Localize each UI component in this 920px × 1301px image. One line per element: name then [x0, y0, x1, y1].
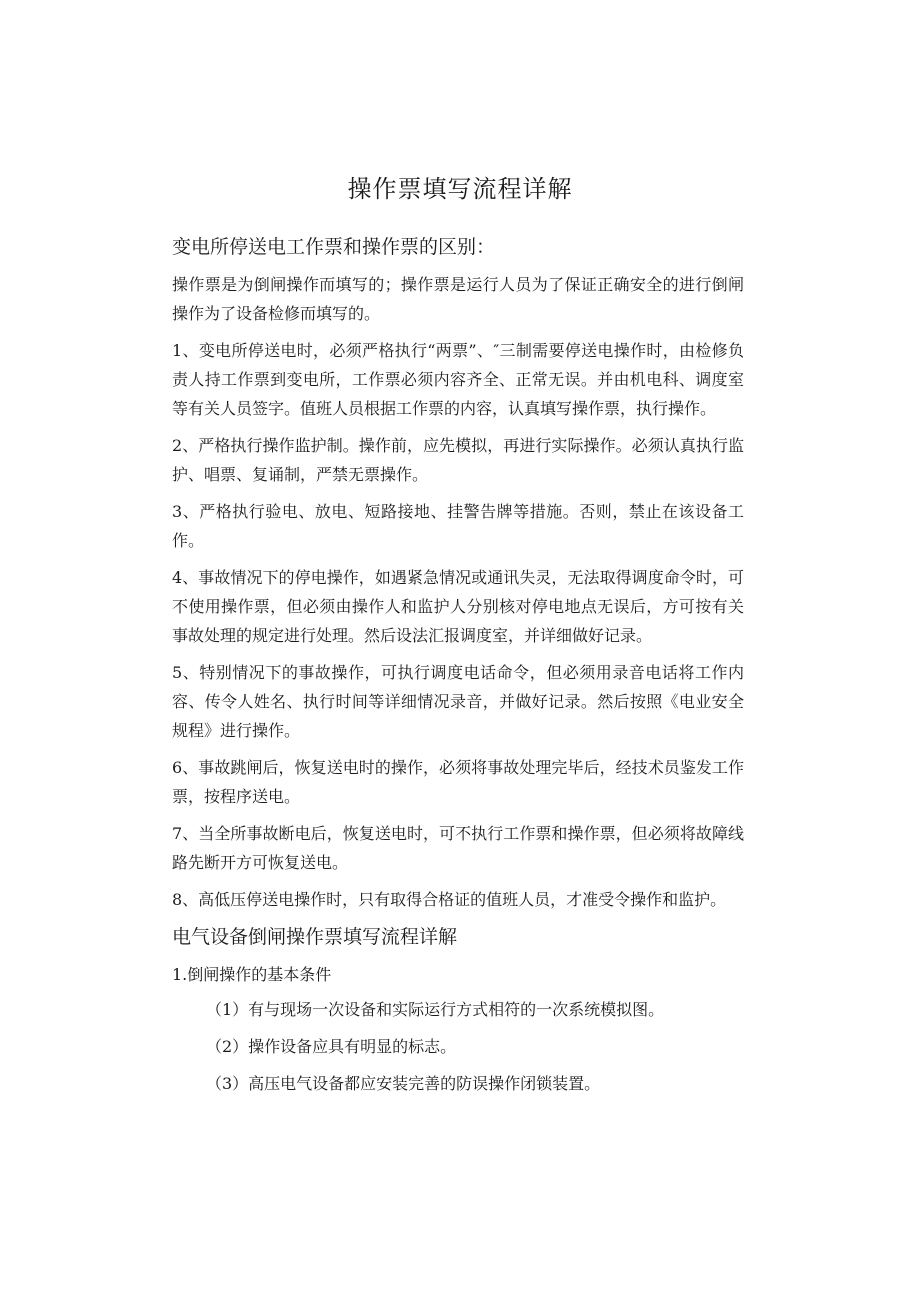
- rule-item-1: 1、变电所停送电时，必须严格执行“两票”、″三制需要停送电操作时，由检修负责人持工作票到变电所，工作票必须内容齐全、正常无误。并由机电科、调度室等有关人员签字。值班人员根据工作票的内容，认真填写操作票，执行操作。: [172, 341, 744, 418]
- document-body: [172, 232, 744, 1106]
- rule-item-5: 5、特别情况下的事故操作，可执行调度电话命令，但必须用录音电话将工作内容、传令人姓名、执行时间等详细情况录音，并做好记录。然后按照《电业安全规程》进行操作。: [172, 663, 744, 740]
- condition-item-1: （1）有与现场一次设备和实际运行方式相符的一次系统模拟图。: [206, 1000, 665, 1019]
- section-heading-switching: 电气设备倒闸操作票填写流程详解: [172, 926, 458, 948]
- section-heading-difference: 变电所停送电工作票和操作票的区别：: [172, 236, 496, 258]
- rule-item-2: 2、严格执行操作监护制。操作前，应先模拟，再进行实际操作。必须认真执行监护、唱票、复诵制，严禁无票操作。: [172, 436, 744, 484]
- condition-item-3: （3）高压电气设备都应安装完善的防误操作闭锁装置。: [206, 1074, 601, 1093]
- rule-item-4: 4、事故情况下的停电操作，如遇紧急情况或通讯失灵，无法取得调度命令时，可不使用操作票，但必须由操作人和监护人分别核对停电地点无误后，方可按有关事故处理的规定进行处理。然后设法汇报调度室，并详细做好记录。: [172, 568, 744, 645]
- condition-item-2: （2）操作设备应具有明显的标志。: [206, 1037, 457, 1056]
- rule-item-8: 8、高低压停送电操作时，只有取得合格证的值班人员，才准受令操作和监护。: [172, 890, 727, 909]
- rule-item-6: 6、事故跳闸后，恢复送电时的操作，必须将事故处理完毕后，经技术员鉴发工作票，按程序送电。: [172, 758, 744, 806]
- subsection-heading-conditions: 1.倒闸操作的基本条件: [172, 965, 332, 984]
- rule-item-3: 3、严格执行验电、放电、短路接地、挂警告牌等措施。否则，禁止在该设备工作。: [172, 502, 744, 550]
- intro-paragraph: 操作票是为倒闸操作而填写的；操作票是运行人员为了保证正确安全的进行倒闸操作为了设备检修而填写的。: [172, 275, 744, 323]
- document-title: 操作票填写流程详解: [347, 175, 573, 203]
- rule-item-7: 7、当全所事故断电后，恢复送电时，可不执行工作票和操作票，但必须将故障线路先断开方可恢复送电。: [172, 824, 744, 872]
